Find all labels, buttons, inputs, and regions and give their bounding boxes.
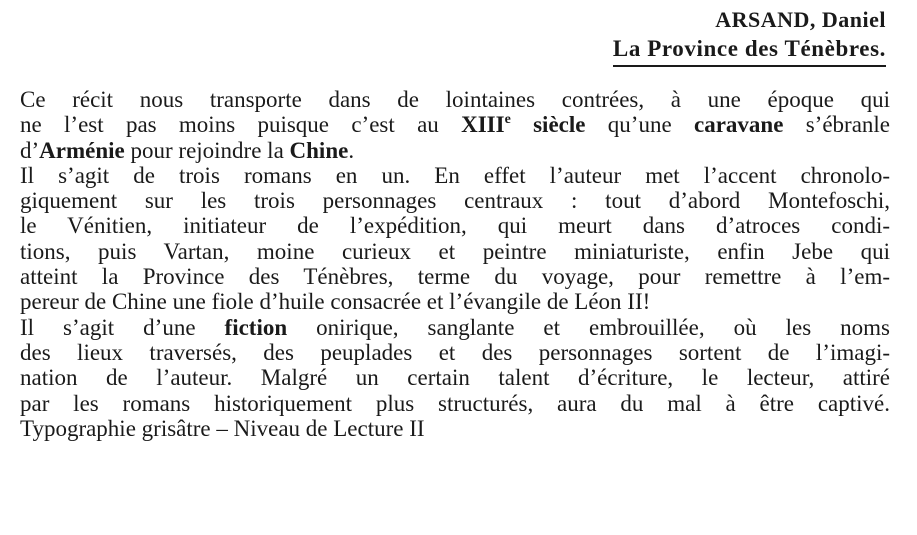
review-line: giquement sur les trois personnages centraux : tout d’abord Montefoschi,	[20, 188, 890, 214]
armenie-emphasis: Arménie	[39, 137, 125, 163]
review-line: des lieux traversés, des peuplades et des personnages sortent de l’imagi-	[20, 339, 890, 365]
review-header	[612, 6, 886, 67]
review-line: Il s’agit d’une fiction onirique, sanglante et embrouillée, où les noms	[20, 314, 891, 340]
fiction-emphasis: fiction	[224, 314, 288, 340]
review-line: le Vénitien, initiateur de l’expédition, qui meurt dans d’atroces condi-	[20, 213, 890, 239]
review-line: nation de l’auteur. Malgré un certain talent d’écriture, le lecteur, attiré	[20, 365, 890, 391]
review-line: tions, puis Vartan, moine curieux et peintre miniaturiste, enfin Jebe qui	[20, 238, 890, 264]
book-title: La Province des Ténèbres.	[613, 34, 886, 67]
review-line: ne l’est pas moins puisque c’est au XIIIe siècle qu’une caravane s’ébranle	[20, 112, 891, 138]
review-line: pereur de Chine une fiole d’huile consacrée et l’évangile de Léon II!	[20, 289, 651, 315]
review-line: Il s’agit de trois romans en un. En effet l’auteur met l’accent chronolo-	[20, 162, 890, 188]
review-body	[20, 87, 890, 441]
review-line: par les romans historiquement plus structurés, aura du mal à être captivé.	[20, 390, 890, 416]
review-footer-line: Typographie grisâtre – Niveau de Lecture II	[20, 415, 425, 441]
caravane-emphasis: caravane	[693, 112, 784, 138]
chine-emphasis: Chine	[289, 137, 349, 163]
review-line: atteint la Province des Ténèbres, terme du voyage, pour remettre à l’em-	[20, 264, 890, 290]
review-line: d’Arménie pour rejoindre la Chine.	[20, 137, 355, 163]
author-name: ARSAND, Daniel	[715, 7, 886, 32]
review-line: Ce récit nous transporte dans de lointaines contrées, à une époque qui	[20, 87, 890, 112]
century-emphasis: XIIIe siècle	[461, 112, 586, 138]
